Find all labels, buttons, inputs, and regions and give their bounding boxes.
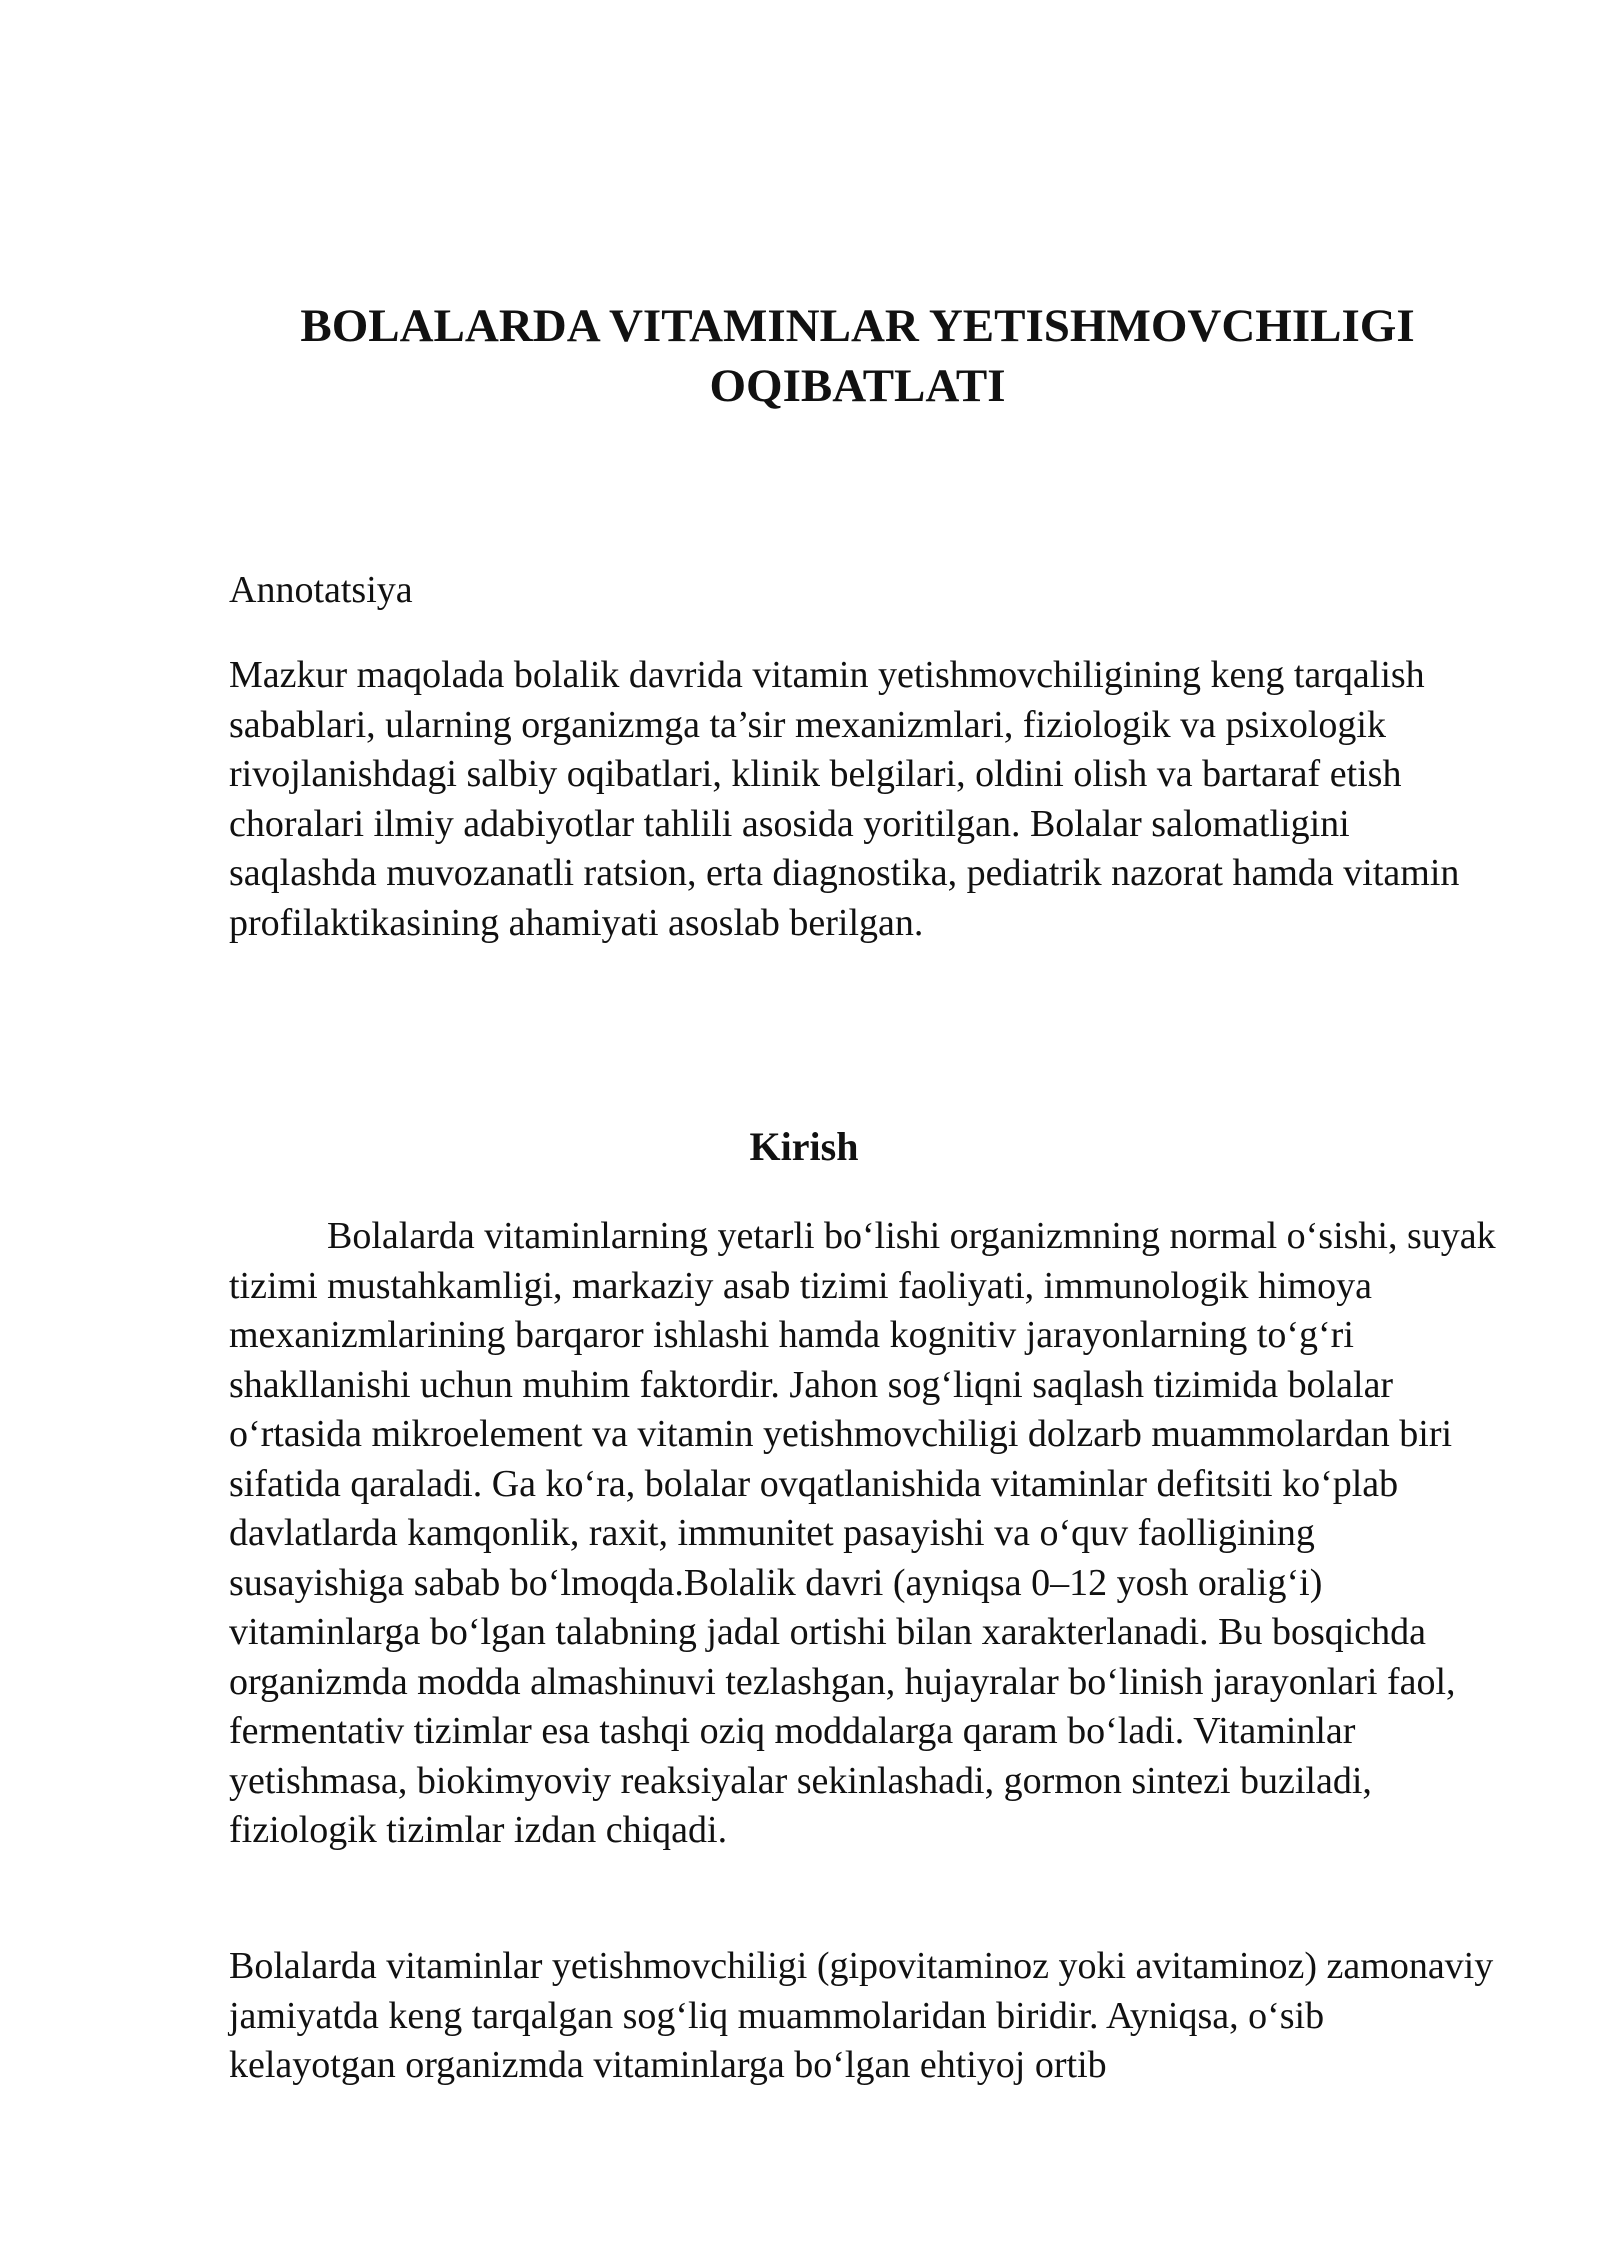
- abstract-label: Annotatsiya: [229, 569, 413, 611]
- introduction-paragraph-2: Bolalarda vitaminlar yetishmovchiligi (gipovitaminoz yoki avitaminoz) zamonaviy jamiyatda keng tarqalgan sogʻliq muammolaridan biridir. Ayniqsa, oʻsib kelayotgan organizmda vitaminlarga boʻlgan ehtiyoj ortib: [229, 1945, 1494, 2086]
- article-title: BOLALARDA VITAMINLAR YETISHMOVCHILIGI OQIBATLATI: [300, 300, 1415, 412]
- introduction-paragraph-1: Bolalarda vitaminlarning yetarli boʻlishi organizmning normal oʻsishi, suyak tizimi mustahkamligi, markaziy asab tizimi faoliyati, immunologik himoya mexanizmlarining barqaror ishlashi hamda kognitiv jarayonlarning toʻgʻri shakllanishi uchun muhim faktordir. Jahon sogʻliqni saqlash tizimida bolalar oʻrtasida mikroelement va vitamin yetishmovchiligi dolzarb muammolardan biri sifatida qaraladi. Ga koʻra, bolalar ovqatlanishida vitaminlar defitsiti koʻplab davlatlarda kamqonlik, raxit, immunitet pasayishi va oʻquv faolligining susayishiga sabab boʻlmoqda.Bolalik davri (ayniqsa 0–12 yosh oraligʻi) vitaminlarga boʻlgan talabning jadal ortishi bilan xarakterlanadi. Bu bosqichda organizmda modda almashinuvi tezlashgan, hujayralar boʻlinish jarayonlari faol, fermentativ tizimlar esa tashqi oziq moddalarga qaram boʻladi. Vitaminlar yetishmasa, biokimyoviy reaksiyalar sekinlashadi, gormon sintezi buziladi, fiziologik tizimlar izdan chiqadi.: [229, 1215, 1496, 1851]
- abstract-text: Mazkur maqolada bolalik davrida vitamin yetishmovchiligining keng tarqalish sabablari, ularning organizmga ta’sir mexanizmlari, fiziologik va psixologik rivojlanishdagi salbiy oqibatlari, klinik belgilari, oldini olish va bartaraf etish choralari ilmiy adabiyotlar tahlili asosida yoritilgan. Bolalar salomatligini saqlashda muvozanatli ratsion, erta diagnostika, pediatrik nazorat hamda vitamin profilaktikasining ahamiyati asoslab berilgan.: [229, 654, 1460, 944]
- introduction-heading: Kirish: [749, 1124, 859, 1169]
